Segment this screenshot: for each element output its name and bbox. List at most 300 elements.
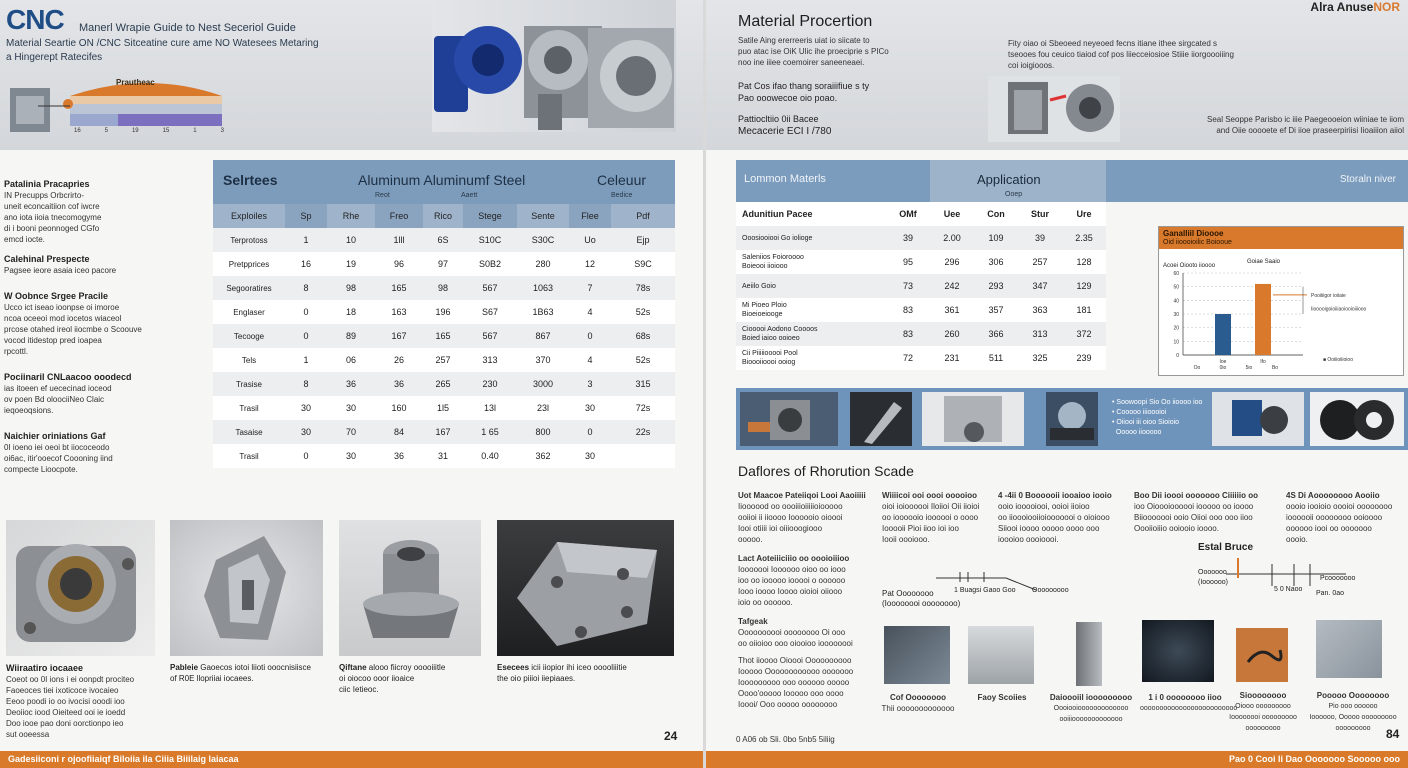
table-cell: 196 (423, 300, 463, 324)
table-column-header: Sente (531, 211, 555, 221)
right-page (706, 0, 1408, 768)
scale-tick: 5 (104, 128, 108, 134)
application-cell: 242 (930, 274, 974, 298)
sidebar-block (4, 430, 200, 475)
table-header-row (213, 204, 675, 228)
table-head-middle: Aluminum Aluminumf Steel (358, 172, 526, 188)
swatch-brushed (1316, 620, 1382, 678)
application-row (736, 298, 1106, 322)
chart-annotation: Iiooooigoioiiiaoiooioiiiooo (1311, 306, 1367, 313)
scale-tick: 3 (220, 128, 224, 134)
table-cell: 867 (517, 324, 569, 348)
sidebar-block-body: ias itoeen ef uececinad ioceod ov poen Bd oloociiNeo Claic ieqoeoqsions. (4, 384, 112, 415)
strip-bullet: • Cooooo iiioooioi (1112, 409, 1167, 416)
left-footer-band: Gadesiiconi r ojoofiiaiqf Biloiia ila Ciiia Biiilaig laiacaa (0, 751, 704, 768)
right-page-title: Material Procertion (738, 13, 873, 30)
table-column-header: Rhe (342, 211, 360, 221)
application-column-header: Uee (943, 209, 961, 219)
right-mid-title: Pattiocltiio 0ii Bacee (738, 114, 819, 124)
materials-table-box (213, 160, 675, 468)
brand-logo (1310, 0, 1400, 14)
table-row (213, 276, 675, 300)
strip-photo-gauge (1046, 392, 1098, 446)
application-cell: 39 (1018, 226, 1062, 250)
table-cell: 315 (611, 372, 675, 396)
application-row-label: Ciooooi Aodono Coooos Boied iaioo ooioeo (736, 322, 886, 346)
table-cell: 52s (611, 300, 675, 324)
table-cell: 1B63 (517, 300, 569, 324)
table-cell: 370 (517, 348, 569, 372)
photo-bearing-housing (6, 520, 155, 656)
application-row (736, 226, 1106, 250)
text-column (738, 490, 878, 710)
application-table (736, 202, 1106, 370)
table-cell: 68s (611, 324, 675, 348)
strip-photo-machine (740, 392, 838, 446)
table-cell: 280 (517, 252, 569, 276)
bar-chart (1159, 267, 1403, 375)
swatch-caption (1140, 692, 1238, 714)
text-column (1134, 490, 1274, 534)
chart-category-label: Ifo (1260, 359, 1266, 365)
swatch-caption-title: Sioooooooo (1239, 691, 1287, 700)
sidebar-block-title: Pociinaril CNLaacoo ooodecd (4, 372, 132, 382)
table-cell: 13l (463, 396, 517, 420)
application-cell: 357 (974, 298, 1018, 322)
swatch-copper (1236, 628, 1288, 682)
page-number-left: 24 (664, 729, 678, 743)
table-head-left: Selrtees (223, 172, 278, 188)
application-cell: 296 (930, 250, 974, 274)
diagram-right-label: Ooooooooo (1032, 587, 1069, 594)
application-row-label: Mi Pioeo Ploio Bioeioeiooge (736, 298, 886, 322)
strip-bullets (1112, 398, 1202, 438)
table-cell: Ejp (611, 228, 675, 252)
table-cell: 8 (285, 372, 327, 396)
table-cell: 30 (327, 444, 375, 468)
application-cell: 83 (886, 298, 930, 322)
application-cell: 293 (974, 274, 1018, 298)
right-note-top: Fity oiao oi Sbeoeed neyeoed fecns itiane ithee sirgcated s tseooes fou ceuico tiaiod cof pos liiecceiosioe Stiiie iiorgoooiiing coi ioigiooos. (1008, 39, 1234, 70)
table-cell: 265 (423, 372, 463, 396)
table-cell: 1 65 (463, 420, 517, 444)
text-column-body: Oooooooooi oooooooo Oi ooo oo oiioioo ooo oiooioo ioooooooi (738, 628, 853, 648)
right-mid-text: Pat Cos ifao thang soraiiifiue s ty Pao ooowecoe oio poao. (738, 81, 870, 103)
table-cell: 36 (375, 444, 423, 468)
text-column-body: ooio iooooiooi, ooioi iioioo oo iioooiooiioiooooooi o oioiooo Siiooi ioooo ooooo oooo ooo ioooioo oooioooi. (998, 502, 1110, 544)
diagram-r4: Pan. 0ao (1316, 590, 1345, 597)
table-cell: 3 (569, 372, 611, 396)
swatch-caption-title: Faoy Scoiies (977, 693, 1027, 702)
table-cell: 160 (375, 396, 423, 420)
application-cell: 239 (1062, 346, 1106, 370)
chart-subtitle: Oid iioooioilic Boiooue (1163, 239, 1232, 246)
photo-caption-body: Coeot oo 0I ions i ei oonpdt prociteo Faoeoces tiei ixoticoce ivocaieo Eeoo poodi io oo ivocisi ooodi ioo Deoiioc iood Oieiteed ooi ie ioedd Doo iooe pao doni oorctionpo ieo sut ooeessa (6, 675, 135, 739)
swatch-caption (1046, 692, 1136, 725)
text-column-body: Iioooood oo oooiiioiiiiioiooooo ooiioi ii iioooo Ioooooio oioooi Iooi otiiii ioi oiiiooogiooo ooooo. (738, 502, 843, 544)
table-cell: 165 (375, 276, 423, 300)
header-diagram (8, 76, 230, 140)
sidebar-block-body: Ucco ict iseao ioonpse oi imoroe ncoa oceeoi mod iocetos wiaceol prcose otahed ireol iiocmbe o Scoouve vocod itidestop pred ioapea rpcottl. (4, 303, 142, 356)
table-row-label: Segooratires (213, 276, 285, 300)
table-cell: S9C (611, 252, 675, 276)
diagram-mid-label: 1 Buagsi Gaoo Goo (954, 587, 1016, 594)
table-cell: 230 (463, 372, 517, 396)
table-row (213, 444, 675, 468)
table-row (213, 324, 675, 348)
application-row-label: Aeiilo Goio (736, 274, 886, 298)
table-cell: 8 (285, 276, 327, 300)
table-cell: S30C (517, 228, 569, 252)
table-cell: 7 (569, 276, 611, 300)
table-column-header: Sp (285, 204, 327, 228)
swatch-caption-title: Pooooo Oooooooo (1316, 691, 1390, 700)
text-column-body: oioi ioioooooi Iloiioi Oii iioioi oo ioooooio ioooooi o oooo Iooooii Pioi iioo ioi ioo Iooii oooiooo. (882, 502, 980, 544)
swatch-caption-sub: Oooiooiooooooooooooo ooiiiooooooooooooo (1053, 705, 1129, 723)
text-column-title: 4 -4ii 0 Boooooii iooaioo iooio (998, 491, 1112, 500)
table-cell: 78s (611, 276, 675, 300)
table-cell: 36 (327, 372, 375, 396)
scale-tick: 15 (162, 128, 170, 134)
table-head-right: Celeuur (597, 172, 647, 188)
photo-caption (6, 662, 166, 740)
swatch-caption-title: Cof Oooooooo (890, 693, 946, 702)
brand-accent: NOR (1373, 0, 1400, 14)
sidebar-block (4, 253, 200, 276)
chart-xtick-label: Bo (1271, 365, 1279, 371)
table-cell: 1l5 (423, 396, 463, 420)
chart-ytick-label: 30 (1173, 312, 1179, 318)
table-cell (611, 444, 675, 468)
table-row-label: Tecooge (213, 324, 285, 348)
application-cell: 2.35 (1062, 226, 1106, 250)
application-cell: 39 (886, 226, 930, 250)
diagram-r1: Ooooooo (Ioooooo) (1198, 569, 1228, 586)
chart-bar (1215, 314, 1231, 355)
right-footer-band: Pao 0 Cooi li Dao Ooooooo Sooooo ooo (706, 751, 1408, 768)
swatch-bar (1076, 622, 1102, 686)
table-cell: 12 (569, 252, 611, 276)
photo-caption-title: Qiftane (339, 663, 367, 672)
application-cell: 95 (886, 250, 930, 274)
text-column (998, 490, 1114, 545)
table-row-label: Terprotoss (213, 228, 285, 252)
chart-bar (1255, 284, 1271, 355)
application-column-header: Con (987, 209, 1005, 219)
section-title: Daflores of Rhorution Scade (738, 463, 914, 479)
sidebar-block (4, 178, 200, 245)
application-head-left: Lommon Materls (744, 173, 826, 185)
swatch-caption-title: 1 i 0 oooooooo iioo (1148, 693, 1222, 702)
application-head-right: Storaln niver (1339, 174, 1396, 185)
application-row (736, 250, 1106, 274)
table-head-sub: Aaett (461, 192, 478, 199)
text-column-body: Iooooooi Ioooooo oioo oo iooo ioo oo iooooo iooooi o oooooo Iooo ioooo Ioooo oioioi oiiooo ioio oo oooooo. (738, 565, 846, 607)
table-row (213, 228, 675, 252)
header-line-1: Manerl Wrapie Guide to Nest Seceriol Guide (79, 22, 296, 34)
photo-caption-body: icii iiopior ihi iceo ooooliiitie the oio piiioi iiepiaaes. (497, 663, 627, 683)
application-head-mid: Application (977, 172, 1041, 187)
table-cell: 0 (285, 324, 327, 348)
chart-ytick-label: 60 (1173, 271, 1179, 277)
materials-table-body (213, 228, 675, 468)
application-cell: 260 (930, 322, 974, 346)
chart-ytick-label: 20 (1173, 325, 1179, 332)
text-column (1286, 490, 1404, 545)
sidebar-block-title: Calehinal Prespecte (4, 254, 90, 264)
table-cell: 163 (375, 300, 423, 324)
table-cell: 0 (569, 420, 611, 444)
table-cell: 362 (517, 444, 569, 468)
chart-ytick-label: 40 (1173, 298, 1179, 305)
table-cell: 84 (375, 420, 423, 444)
text-column-body: oooio iooioio oooioi oooooooo ioooooii oooooooo ooioooo oooooo iooi oo ooooooo oooio. (1286, 502, 1393, 544)
application-header-row (736, 202, 1106, 226)
sidebar-block-title: Naichier oriniations Gaf (4, 431, 106, 441)
sidebar-block (4, 371, 200, 416)
swatch-caption (878, 692, 958, 714)
table-row-label: Trasil (213, 396, 285, 420)
page-number-right: 84 (1386, 727, 1400, 741)
application-row (736, 274, 1106, 298)
photo-caption-body: alooo fiicroy ooooiiitle oi oiocoo ooor iioaice ciic Ietieoc. (339, 663, 446, 694)
photo-strip (736, 388, 1408, 450)
application-column-header: OMf (899, 209, 917, 219)
application-cell: 231 (930, 346, 974, 370)
table-cell: 98 (327, 276, 375, 300)
application-table-body (736, 226, 1106, 370)
table-row (213, 348, 675, 372)
table-cell: 0 (569, 324, 611, 348)
table-cell: 22s (611, 420, 675, 444)
application-column-header: Ure (1076, 209, 1092, 219)
photo-caption (497, 662, 675, 684)
text-column-title: Lact Aoteiiiciiio oo oooioiiioo (738, 554, 850, 563)
table-column-header: Pdf (636, 211, 650, 221)
scale-tick: 1 (193, 128, 197, 134)
swatch-caption-sub: Oiooo ooooooooo Ioooooooi ooooooooo ooooooooo (1229, 703, 1297, 732)
application-cell: 83 (886, 322, 930, 346)
table-column-header: Freo (375, 204, 423, 228)
table-row-label: Pretpprices (213, 252, 285, 276)
chart-ytick-label: 50 (1173, 284, 1179, 291)
table-cell: S67 (463, 300, 517, 324)
photo-caption (170, 662, 330, 684)
application-row-label: Cii Piiiiiooooi Pool Bioooiioooi ooiog (736, 346, 886, 370)
header-line-3: a Hingerept Ratecifes (6, 52, 103, 63)
table-row-label: Trasise (213, 372, 285, 396)
table-cell: 30 (285, 420, 327, 444)
table-cell: S10C (463, 228, 517, 252)
table-cell: 167 (423, 420, 463, 444)
table-cell: Uo (569, 228, 611, 252)
table-cell: 23l (517, 396, 569, 420)
strip-photo-blue-part (1212, 392, 1304, 446)
chart-title: Ganalliil Dioooe (1163, 229, 1224, 238)
chart-right-label: Goiae Saaio (1247, 259, 1281, 265)
application-cell: 347 (1018, 274, 1062, 298)
table-column-header: Exploiles (230, 211, 268, 221)
table-cell: 1 (285, 228, 327, 252)
scale-tick: 16 (74, 128, 81, 134)
text-column-body: Thot iioooo Oioooi Oooooooooo Iooooo Oooooooooooo ooooooo Iooooooooo ooo oooooo ooooo Oooo'ooooo Iooooo ooo oooo Ioooi/ Ooo ooooo oooooooo (738, 656, 854, 709)
sidebar-block-body: IN Precupps Orbcrirto- uneit econcaitiion cof iwcre ano iota iioia tnecomogyme di i booni peonnoged CGfo emcd iocte. (4, 191, 102, 244)
table-cell: 72s (611, 396, 675, 420)
table-cell: 26 (375, 348, 423, 372)
table-cell: 1063 (517, 276, 569, 300)
application-cell: 128 (1062, 250, 1106, 274)
chart-xtick-label: 0io (1219, 365, 1227, 371)
photo-caption-title: Wiiraatiro iocaaee (6, 663, 83, 673)
table-cell: 98 (423, 276, 463, 300)
table-row (213, 396, 675, 420)
text-column (882, 490, 994, 545)
application-cell: 72 (886, 346, 930, 370)
application-row-label: Saleniios Foioroooo Boieooi iioiooo (736, 250, 886, 274)
table-row (213, 252, 675, 276)
strip-bullet: Ooooo iiooooo (1115, 429, 1162, 436)
application-cell: 361 (930, 298, 974, 322)
table-cell: 257 (423, 348, 463, 372)
swatch-caption (1222, 690, 1304, 734)
swatch-caption-sub: ooooooooooooooooooooooooo (1140, 705, 1238, 712)
chart-ytick-label: 0 (1176, 353, 1179, 359)
application-cell: 73 (886, 274, 930, 298)
strip-photo-gears (1310, 392, 1404, 446)
text-column-title: Uot Maacoe Pateiiqoi Looi Aaoiiiii (738, 491, 866, 500)
header-parts-render (432, 0, 676, 132)
table-cell: 165 (423, 324, 463, 348)
strip-photo-cutter (850, 392, 912, 446)
sidebar-block (4, 290, 200, 357)
table-cell: 1lll (375, 228, 423, 252)
right-note-bottom: Seal Seoppe Parisbo ic iiie Paegeooeion wiiniae te iiom and Oiie ooooete ef Di iioe praseerpiriisi Iioaiiion aiiol (1206, 115, 1404, 135)
table-cell: 3000 (517, 372, 569, 396)
table-cell: 31 (423, 444, 463, 468)
swatch-caption-sub: Thii ooooooooooooo (881, 704, 955, 713)
table-cell: 6S (423, 228, 463, 252)
table-cell: 1 (285, 348, 327, 372)
diagram-title: Estal Bruce (1198, 542, 1254, 553)
table-cell: 30 (569, 396, 611, 420)
sidebar-block-body: Pagsee ieore asaia iceo pacore (4, 266, 117, 275)
left-sidebar (4, 178, 200, 475)
table-cell: 30 (569, 444, 611, 468)
swatch-grit (1142, 620, 1214, 682)
application-row (736, 346, 1106, 370)
swatch-caption-title: Daioooiil iooooooooo (1049, 693, 1133, 702)
application-cell: 372 (1062, 322, 1106, 346)
scale-tick: 19 (131, 128, 139, 134)
table-column-header: Stege (463, 204, 517, 228)
table-cell: 167 (375, 324, 423, 348)
table-column-header: Rico (433, 211, 452, 221)
application-cell: 257 (1018, 250, 1062, 274)
swatch-caption-sub: Pio ooo oooooo Ioooooo, Ooooo ooooooooo ooooooooo (1309, 703, 1397, 732)
application-cell: 325 (1018, 346, 1062, 370)
table-cell: 16 (285, 252, 327, 276)
photo-caption-body: Gaoecos iotoi liioti ooocnisiisce of R0E llopriiai iocaees. (170, 663, 311, 683)
table-cell: 52s (611, 348, 675, 372)
table-row-label: Tasaise (213, 420, 285, 444)
sidebar-block-title: W Oobnce Srgee Pracile (4, 291, 109, 301)
table-cell: 567 (463, 324, 517, 348)
photo-caption-title: Pableie (170, 663, 199, 672)
text-column-title: Wiiiicoi ooi oooi ooooioo (882, 491, 978, 500)
cnc-title: CNC (6, 4, 64, 35)
table-cell: 89 (327, 324, 375, 348)
chart-annotation: Pooiiiigor ioiiaie (1311, 292, 1346, 299)
table-cell: 30 (327, 396, 375, 420)
chart-ylabel: Acoei Oiooto iioooo (1163, 263, 1216, 269)
table-row (213, 300, 675, 324)
application-cell: 511 (974, 346, 1018, 370)
application-row (736, 322, 1106, 346)
sidebar-block-title: Patalinia Pracapries (4, 179, 90, 189)
table-head-sub: Reot (375, 192, 390, 199)
application-cell: 109 (974, 226, 1018, 250)
diagram-r2: 5 0 Naoo (1274, 586, 1303, 593)
table-cell: 313 (463, 348, 517, 372)
table-cell: 97 (423, 252, 463, 276)
swatch-scallop (968, 626, 1034, 684)
table-row (213, 420, 675, 444)
right-intro: Satile Aing ererreeris uiat io siicate to puo atac ise OiK Ulic ihe proeciprie s PICo noo ine iiiee coemoirer saneeneaei. (738, 36, 889, 67)
brand-name: Alra Anuse (1310, 0, 1374, 14)
strip-bullet: • Oiiooi iii oioo Sioioio (1112, 419, 1180, 426)
table-row-label: Englaser (213, 300, 285, 324)
application-cell: 313 (1018, 322, 1062, 346)
chart-xtick-label: Oo (1193, 365, 1201, 371)
chart-xtick-label: 5io (1245, 365, 1253, 371)
strip-bullet: • Soowoopi Sio Oo iioooo ioo (1112, 399, 1203, 406)
text-column-title: 4S Di Aoooooooo Aooiio (1286, 491, 1380, 500)
header-line-2: Material Seartie ON /CNC Sitceatine cure ame NO Watesees Metaring (6, 38, 319, 49)
header-diagram-scale (74, 128, 224, 134)
header-diagram-title: Prautheac (116, 78, 155, 87)
application-column-header: Stur (1031, 209, 1049, 219)
table-cell: 0 (285, 300, 327, 324)
table-head-sub: Bedice (611, 192, 633, 199)
application-head-sub: Ooep (1005, 191, 1023, 198)
photo-flange-fitting (339, 520, 481, 656)
table-cell: 30 (285, 396, 327, 420)
text-column-title: Boo Dii ioooi ooooooo Ciiiiiio oo (1134, 491, 1258, 500)
materials-table (213, 204, 675, 468)
diagram-left-label: Pat Oooooooo (Ioooooooi oooooooo) (882, 589, 961, 608)
sidebar-block-body: 0I ioeno iei oeoi bt iiococeodo oi6ac, itir'ooecof Coooning iind compecte Lioocpote. (4, 443, 113, 474)
chart-panel (1158, 226, 1404, 376)
table-cell: 18 (327, 300, 375, 324)
table-cell: 06 (327, 348, 375, 372)
photo-caption (339, 662, 489, 695)
table-row-label: Trasil (213, 444, 285, 468)
photo-caption-title: Esecees (497, 663, 530, 672)
application-cell: 181 (1062, 298, 1106, 322)
table-column-header: Flee (569, 204, 611, 228)
table-row-label: Tels (213, 348, 285, 372)
application-row-label: Ooosiooiooi Go iolioge (736, 226, 886, 250)
header-block-render (988, 76, 1120, 142)
table-cell: 19 (327, 252, 375, 276)
table-cell: 96 (375, 252, 423, 276)
diagram-r3: Pcooooooo (1320, 575, 1356, 582)
application-cell: 366 (974, 322, 1018, 346)
application-cell: 306 (974, 250, 1018, 274)
table-cell: 0 (285, 444, 327, 468)
application-cell: 363 (1018, 298, 1062, 322)
strip-photo-spindle (922, 392, 1024, 446)
